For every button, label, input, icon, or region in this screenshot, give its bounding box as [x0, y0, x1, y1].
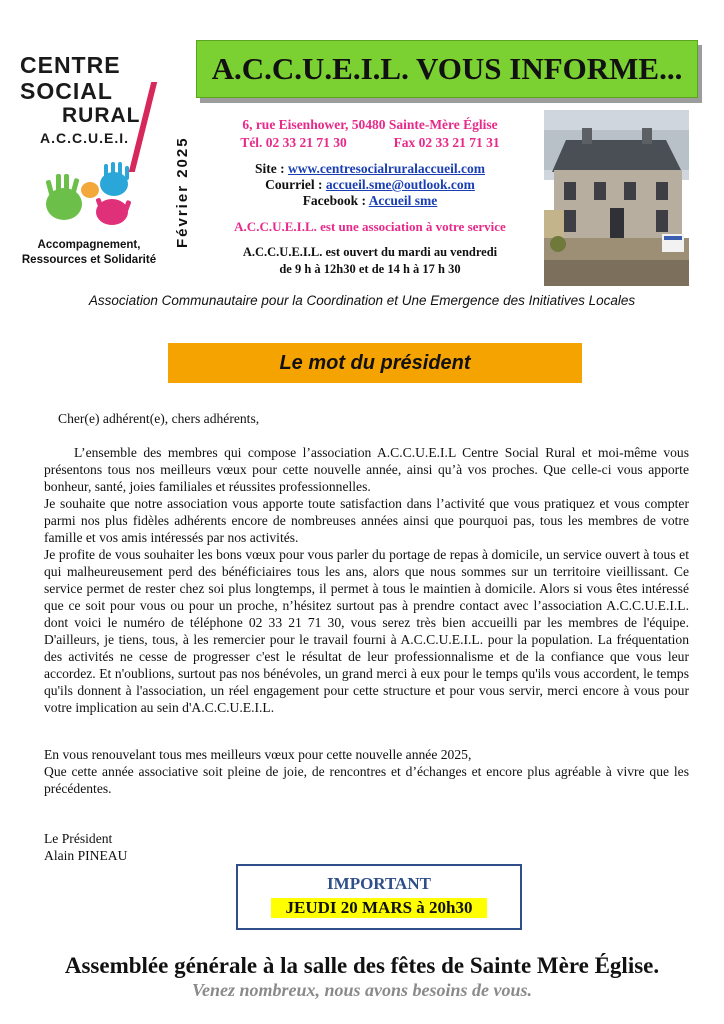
building-photo	[544, 110, 689, 286]
paragraph-3: Je profite de vous souhaiter les bons vœux pour vous parler du portage de repas à domicile, un service ouvert à tous et qui malheureusement perd des bénéficiaires tous les ans, alors que nous sommes sur un territoire vieillissant. Ce service permet de rester chez soi plus longtemps, il permet à tous le maintien à domicile. Alors si vous êtes intéressé que ce soit pour vous ou pour un proche, n’hésitez surtout pas à prendre contact avec l’association A.C.C.U.E.I.L. dont voici le numéro de téléphone 02 33 21 71 30, vous serez très bien accueilli par les membres de l'équipe. D'ailleurs, je tiens, tous, à les remercier pour le travail fourni à A.C.C.U.E.I.L. pour la population. La fréquentation des activités ne cesse de progresser c'est le résultat de leur professionnalisme et de la confiance que vous leur accordez. Et n'oublions, surtout pas nos bénévoles, un grand merci à eux pour le temps qu'ils vous accordent, le temps qu'ils donnent à l'association, un réel engagement pour cette structure et pour vous servir, merci encore à vous pour votre implication au sein d'A.C.C.U.E.I.L.	[44, 547, 689, 715]
logo-line-rural: RURAL	[62, 104, 141, 127]
invite-line: Venez nombreux, nous avons besoins de vous.	[191, 980, 533, 1000]
hours-line2: de 9 h à 12h30 et de 14 h à 17 h 30	[279, 262, 461, 276]
facebook-line	[200, 193, 540, 209]
section-title-box	[168, 343, 582, 383]
date-vertical	[160, 130, 200, 250]
date-text: Février 2025	[174, 136, 191, 248]
important-label: IMPORTANT	[327, 874, 431, 893]
paragraph-2: Je souhaite que notre association vous apporte toute satisfaction dans l’activité que vous pratiquez et vous compter parmi nos plus fidèles adhérents encore de nombreuses années ainsi que pourquoi pas, tous les membres de votre famille et vos amis intéressés par nos activités.	[44, 496, 689, 545]
letter-body	[44, 444, 689, 716]
logo-caption	[14, 238, 164, 268]
logo-line-centre: CENTRE	[20, 52, 121, 78]
closing-line2: Que cette année associative soit pleine de joie, de rencontres et d’échanges et encore plus agréable à vivre que les précédentes.	[44, 764, 689, 796]
closing	[44, 746, 689, 797]
banner	[196, 40, 698, 98]
logo	[14, 52, 174, 272]
assembly-announcement: Assemblée générale à la salle des fêtes de Sainte Mère Église.	[64, 953, 660, 978]
site-line	[200, 161, 540, 177]
important-box	[236, 864, 522, 930]
address: 6, rue Eisenhower, 50480 Sainte-Mère Église	[242, 117, 498, 132]
tagline: A.C.C.U.E.I.L. est une association à votre service	[234, 219, 506, 234]
paragraph-1: L’ensemble des membres qui compose l’association A.C.C.U.E.I.L Centre Social Rural et moi-même vous présentons tous nos meilleurs vœux pour cette nouvelle année, ainsi qu’à vos proches. Que celle-ci vous apporte bonheur, santé, joies familiales et réussites professionnelles.	[44, 445, 689, 494]
hours-line1: A.C.C.U.E.I.L. est ouvert du mardi au vendredi	[242, 245, 498, 259]
acronym-line: Association Communautaire pour la Coordination et Une Emergence des Initiatives Locales	[88, 293, 636, 308]
important-date: JEUDI 20 MARS à 20h30	[271, 898, 487, 918]
mail-link[interactable]: accueil.sme@outlook.com	[325, 177, 475, 192]
greeting: Cher(e) adhérent(e), chers adhérents,	[58, 411, 260, 426]
logo-line-accueil: A.C.C.U.E.I.	[40, 130, 130, 146]
logo-caption-line2: Ressources et Solidarité	[21, 254, 157, 266]
fax: Fax 02 33 21 71 31	[393, 135, 500, 150]
signature-title: Le Président	[44, 831, 113, 846]
facebook-label: Facebook :	[302, 193, 369, 208]
logo-caption-line1: Accompagnement,	[37, 239, 141, 251]
section-title: Le mot du président	[279, 351, 471, 374]
hands-icon	[34, 162, 144, 232]
mail-label: Courriel :	[265, 177, 326, 192]
phone: Tél. 02 33 21 71 30	[240, 135, 347, 150]
signature	[44, 830, 689, 864]
closing-line1: En vous renouvelant tous mes meilleurs vœux pour cette nouvelle année 2025,	[44, 747, 472, 762]
phone-fax	[200, 135, 540, 151]
facebook-link[interactable]: Accueil sme	[368, 193, 438, 208]
signature-name: Alain PINEAU	[44, 848, 128, 863]
site-label: Site :	[255, 161, 289, 176]
mail-line	[200, 177, 540, 193]
logo-line-social: SOCIAL	[20, 78, 113, 104]
site-link[interactable]: www.centresocialruralaccueil.com	[288, 161, 485, 176]
banner-title: A.C.C.U.E.I.L. VOUS INFORME...	[211, 51, 683, 86]
